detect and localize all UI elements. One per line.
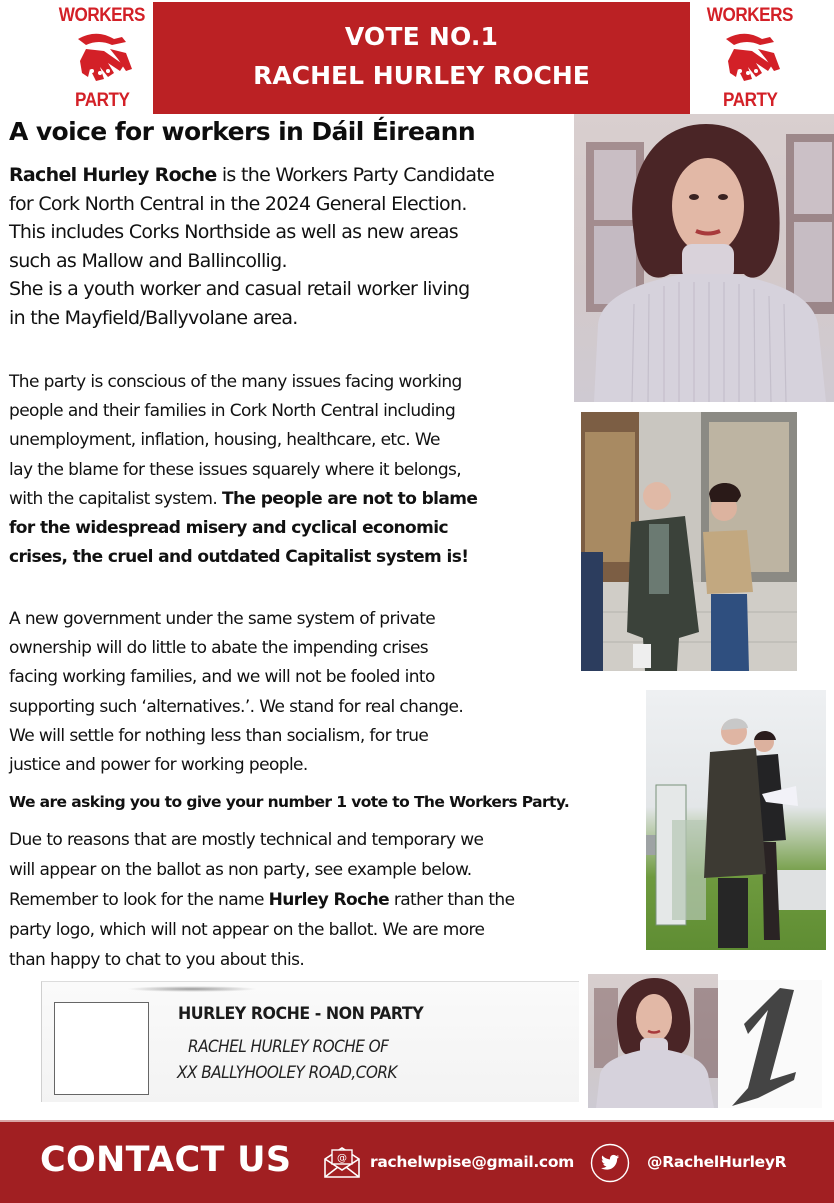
ballot-vote-box (54, 1002, 149, 1095)
issues-line: The party is conscious of the many issues facing working (9, 372, 462, 392)
banner-candidate-name: RACHEL HURLEY ROCHE (253, 61, 590, 90)
email-link[interactable]: rachelwpise@gmail.com (370, 1153, 575, 1171)
outdoor-event-photo (646, 690, 826, 950)
text: rather than the (389, 890, 515, 910)
change-line: facing working families, and we will not be fooled into (9, 667, 435, 688)
workers-party-logo-left (52, 6, 152, 110)
twitter-handle-link[interactable]: @RachelHurleyR (647, 1153, 787, 1171)
page-title: A voice for workers in Dáil Éireann (9, 117, 476, 146)
ballot-candidate-name: HURLEY ROCHE - NON PARTY (178, 1004, 424, 1024)
issues-paragraph (9, 368, 477, 572)
logo-bottom-text: PARTY (74, 90, 130, 111)
svg-text:@: @ (337, 1153, 347, 1164)
change-line: We will settle for nothing less than socialism, for true (9, 725, 429, 746)
candidate-with-supporter-photo (581, 412, 797, 671)
text: is the Workers Party Candidate (216, 164, 495, 186)
note-line: Due to reasons that are mostly technical and temporary we (9, 830, 484, 850)
intro-paragraph (9, 161, 494, 332)
emphasis-text: crises, the cruel and outdated Capitalist system is! (9, 547, 469, 568)
contact-us-heading: CONTACT US (40, 1140, 292, 1180)
issues-line (9, 514, 477, 543)
intro-line: This includes Corks Northside as well as new areas (9, 221, 458, 243)
portrait-illustration (574, 114, 834, 402)
logo-top-text: WORKERS (706, 5, 794, 26)
text: Remember to look for the name (9, 890, 269, 910)
candidate-name-bold: Rachel Hurley Roche (9, 164, 217, 186)
logo-bottom-text: PARTY (722, 90, 778, 111)
handshake-icon (712, 29, 788, 87)
ballot-portrait-illustration (588, 974, 718, 1108)
ballot-example (41, 981, 579, 1102)
change-line: ownership will do little to abate the impending crises (9, 638, 429, 659)
handshake-icon (64, 29, 140, 87)
issues-line: unemployment, inflation, housing, healthcare, etc. We (9, 430, 440, 451)
ballot-candidate-address: XX BALLYHOOLEY ROAD,CORK (177, 1063, 397, 1083)
note-line: will appear on the ballot as non party, see example below. (9, 860, 472, 880)
twitter-bird-icon[interactable] (590, 1143, 630, 1183)
issues-line: lay the blame for these issues squarely where it belongs, (9, 459, 462, 480)
issues-line (9, 543, 477, 572)
change-line: supporting such ‘alternatives.’. We stand for real change. (9, 696, 464, 717)
logo-top-text: WORKERS (58, 5, 146, 26)
text: with the capitalist system. (9, 488, 222, 509)
brush-number-one-icon (718, 980, 822, 1108)
note-line: party logo, which will not appear on the ballot. We are more (9, 920, 485, 940)
ballot-edge-shadow (127, 986, 257, 992)
issues-line: people and their families in Cork North Central including (9, 401, 456, 422)
envelope-at-icon (322, 1145, 362, 1179)
intro-line: in the Mayfield/Ballyvolane area. (9, 306, 298, 329)
intro-line: for Cork North Central in the 2024 General Election. (9, 192, 467, 215)
banner-vote-text: VOTE NO.1 (344, 22, 499, 51)
ballot-candidate-fullname: RACHEL HURLEY ROCHE OF (188, 1037, 389, 1057)
vote-banner (153, 2, 690, 114)
workers-party-logo-right (700, 6, 800, 110)
intro-line: She is a youth worker and casual retail worker living (9, 278, 470, 300)
emphasis-text: for the widespread misery and cyclical economic (9, 518, 448, 539)
note-line: than happy to chat to you about this. (9, 950, 305, 970)
street-photo-illustration (581, 412, 797, 671)
intro-line (9, 161, 494, 190)
issues-line (9, 485, 477, 514)
change-line: justice and power for working people. (9, 755, 308, 776)
ballot-note-paragraph (9, 825, 514, 975)
change-line: A new government under the same system of private (9, 609, 436, 629)
contact-footer (0, 1120, 834, 1203)
change-paragraph (9, 605, 463, 780)
intro-line: such as Mallow and Ballincollig. (9, 249, 287, 272)
surname-bold: Hurley Roche (268, 890, 390, 910)
candidate-portrait-photo (574, 114, 834, 402)
vote-number-one (718, 980, 822, 1108)
note-line (9, 885, 514, 915)
vote-request-heading: We are asking you to give your number 1 vote to The Workers Party. (9, 793, 570, 811)
ballot-candidate-photo (588, 974, 718, 1108)
emphasis-text: The people are not to blame (221, 488, 478, 509)
outdoor-photo-illustration (646, 690, 826, 950)
